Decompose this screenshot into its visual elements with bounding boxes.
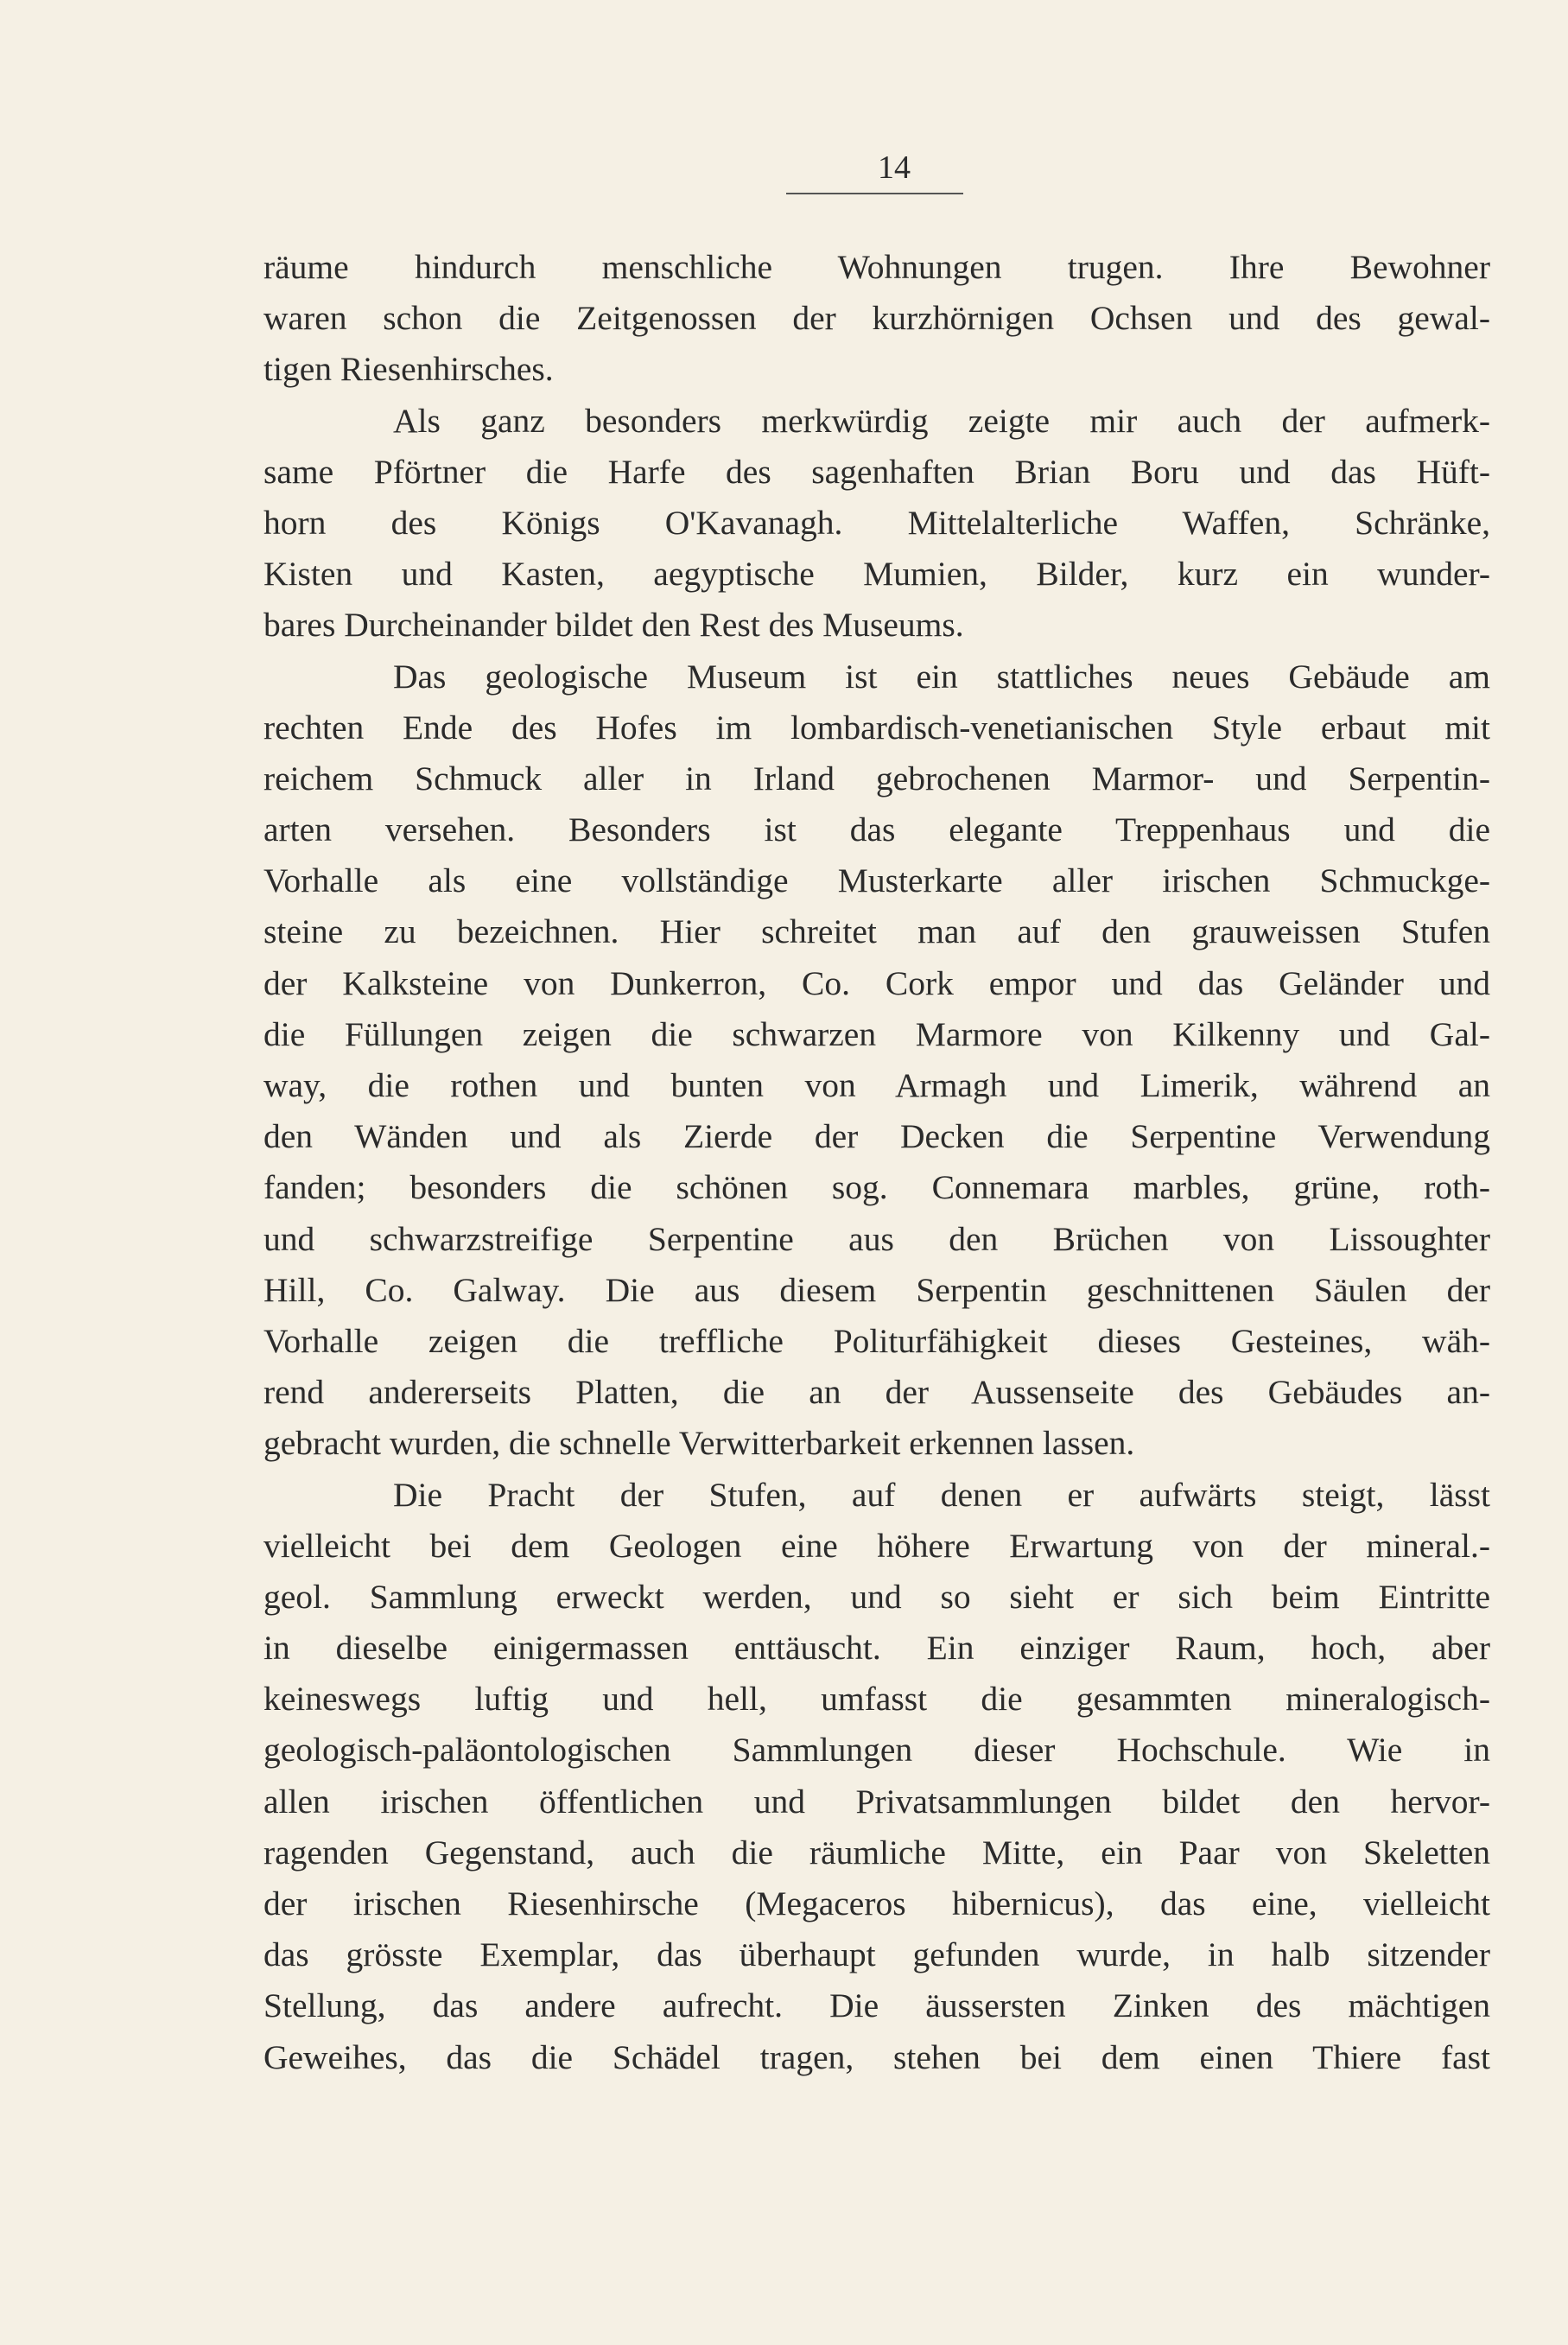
text-line: das grösste Exemplar, das überhaupt gefunden wurde, in halb sitzender [263,1935,1490,1974]
text-line: fanden; besonders die schönen sog. Connemara marbles, grüne, roth- [263,1168,1490,1207]
text-line: Kisten und Kasten, aegyptische Mumien, Bilder, kurz ein wunder- [263,555,1490,594]
text-line: steine zu bezeichnen. Hier schreitet man auf den grauweissen Stufen [263,912,1490,951]
text-line: rend andererseits Platten, die an der Aussenseite des Gebäudes an- [263,1373,1490,1412]
text-line: same Pförtner die Harfe des sagenhaften Brian Boru und das Hüft- [263,452,1490,491]
page-number-rule [786,193,963,194]
text-line: gebracht wurden, die schnelle Verwitterbarkeit erkennen lassen. [263,1424,1135,1463]
text-line: bares Durcheinander bildet den Rest des Museums. [263,606,964,645]
text-line: horn des Königs O'Kavanagh. Mittelalterliche Waffen, Schränke, [263,503,1490,542]
text-line: reichem Schmuck aller in Irland gebrochenen Marmor- und Serpentin- [263,759,1490,798]
text-line: tigen Riesenhirsches. [263,350,554,389]
text-line: keineswegs luftig und hell, umfasst die gesammten mineralogisch- [263,1680,1490,1719]
text-line: rechten Ende des Hofes im lombardisch-venetianischen Style erbaut mit [263,708,1490,747]
text-line: Die Pracht der Stufen, auf denen er aufwärts steigt, lässt [393,1475,1490,1514]
text-line: der irischen Riesenhirsche (Megaceros hibernicus), das eine, vielleicht [263,1884,1490,1922]
text-line: allen irischen öffentlichen und Privatsammlungen bildet den hervor- [263,1782,1490,1821]
text-line: in dieselbe einigermassen enttäuscht. Ein einziger Raum, hoch, aber [263,1629,1490,1668]
text-line: geologisch-paläontologischen Sammlungen dieser Hochschule. Wie in [263,1731,1490,1770]
text-line: und schwarzstreifige Serpentine aus den Brüchen von Lissoughter [263,1219,1490,1258]
page-number: 14 [878,149,911,186]
text-line: way, die rothen und bunten von Armagh und Limerik, während an [263,1066,1490,1104]
text-line: Vorhalle als eine vollständige Musterkarte aller irischen Schmuckge- [263,861,1490,900]
text-line: räume hindurch menschliche Wohnungen trugen. Ihre Bewohner [263,248,1490,286]
text-line: Geweihes, das die Schädel tragen, stehen bei dem einen Thiere fast [263,2037,1490,2076]
text-line: Hill, Co. Galway. Die aus diesem Serpentin geschnittenen Säulen der [263,1270,1490,1309]
text-line: geol. Sammlung erweckt werden, und so sieht er sich beim Eintritte [263,1577,1490,1616]
text-line: Vorhalle zeigen die treffliche Politurfähigkeit dieses Gesteines, wäh- [263,1321,1490,1360]
text-line: den Wänden und als Zierde der Decken die Serpentine Verwendung [263,1117,1490,1156]
text-line: vielleicht bei dem Geologen eine höhere Erwartung von der mineral.- [263,1526,1490,1565]
text-line: Das geologische Museum ist ein stattliches neues Gebäude am [393,657,1490,696]
text-line: die Füllungen zeigen die schwarzen Marmore von Kilkenny und Gal- [263,1014,1490,1053]
text-line: ragenden Gegenstand, auch die räumliche Mitte, ein Paar von Skeletten [263,1833,1490,1872]
text-line: Als ganz besonders merkwürdig zeigte mir auch der aufmerk- [393,401,1490,440]
text-line: waren schon die Zeitgenossen der kurzhörnigen Ochsen und des gewal- [263,299,1490,338]
text-line: der Kalksteine von Dunkerron, Co. Cork empor und das Geländer und [263,963,1490,1002]
text-line: arten versehen. Besonders ist das elegante Treppenhaus und die [263,810,1490,849]
body-text [263,242,1490,2083]
text-line: Stellung, das andere aufrecht. Die äussersten Zinken des mächtigen [263,1986,1490,2025]
